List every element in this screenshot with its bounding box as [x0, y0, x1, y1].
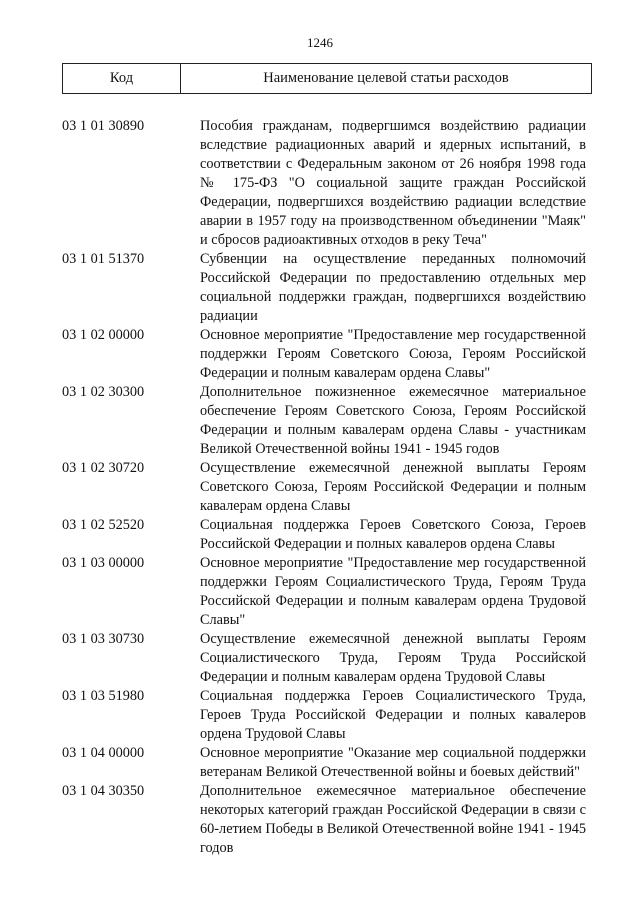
table-row	[62, 687, 592, 744]
header-code-column: Код	[63, 64, 181, 93]
row-code: 03 1 02 52520	[62, 517, 145, 533]
row-code: 03 1 03 51980	[62, 688, 145, 704]
row-description: Дополнительное пожизненное ежемесячное материальное обеспечение Героям Советского Союза, Героям Российской Федерации и полным кавалерам ордена Славы - участникам Великой Отечественной войны 1941 - 1945 годов	[200, 384, 586, 457]
row-code: 03 1 04 30350	[62, 783, 145, 799]
row-code: 03 1 02 30720	[62, 460, 145, 476]
table-row	[62, 554, 592, 630]
table-row	[62, 744, 592, 782]
row-code: 03 1 03 00000	[62, 555, 145, 571]
row-code: 03 1 02 00000	[62, 327, 145, 343]
row-description: Социальная поддержка Героев Советского Союза, Героев Российской Федерации и полных кавалеров ордена Славы	[200, 517, 586, 552]
page-number: 1246	[307, 35, 333, 50]
row-description: Осуществление ежемесячной денежной выплаты Героям Советского Союза, Героям Российской Федерации и полным кавалерам ордена Славы	[200, 460, 586, 514]
table-row	[62, 326, 592, 383]
table-row	[62, 516, 592, 554]
row-description: Осуществление ежемесячной денежной выплаты Героям Социалистического Труда, Героям Труда Российской Федерации и полным кавалерам ордена Трудовой Славы	[200, 631, 586, 685]
header-name-column: Наименование целевой статьи расходов	[263, 70, 509, 86]
row-code: 03 1 01 30890	[62, 118, 145, 134]
row-code: 03 1 03 30730	[62, 631, 145, 647]
row-description: Основное мероприятие "Предоставление мер государственной поддержки Героям Социалистического Труда, Героям Труда Российской Федерации и полным кавалерам ордена Трудовой Славы"	[200, 555, 586, 628]
row-code: 03 1 04 00000	[62, 745, 145, 761]
row-description: Основное мероприятие "Оказание мер социальной поддержки ветеранам Великой Отечественной войны и боевых действий"	[200, 745, 586, 780]
table-row	[62, 383, 592, 459]
row-code: 03 1 02 30300	[62, 384, 145, 400]
row-description: Дополнительное ежемесячное материальное обеспечение некоторых категорий граждан Российской Федерации в связи с 60-летием Победы в Великой Отечественной войне 1941 - 1945 годов	[200, 783, 587, 856]
row-code: 03 1 01 51370	[62, 251, 145, 267]
table-row	[62, 250, 592, 326]
table-row	[62, 459, 592, 516]
table-row	[62, 630, 592, 687]
table-row	[62, 117, 592, 250]
row-description: Социальная поддержка Героев Социалистического Труда, Героев Труда Российской Федерации и полных кавалеров ордена Трудовой Славы	[200, 688, 586, 742]
row-description: Пособия гражданам, подвергшимся воздействию радиации вследствие радиационных аварий и ядерных испытаний, в соответствии с Федеральным законом от 26 ноября 1998 года № 175-ФЗ "О социальной защите граждан Российской Федерации, подвергшихся воздействию радиации вследствие аварии в 1957 году на производственном объединении "Маяк" и сбросов радиоактивных отходов в реку Теча"	[200, 118, 586, 248]
row-description: Субвенции на осуществление переданных полномочий Российской Федерации по предоставлению отдельных мер социальной поддержки граждан, подвергшихся воздействию радиации	[200, 251, 586, 324]
table-row	[62, 782, 592, 858]
table-header	[62, 63, 592, 94]
table-body	[62, 117, 592, 858]
row-description: Основное мероприятие "Предоставление мер государственной поддержки Героям Советского Союза, Героям Российской Федерации и полным кавалерам ордена Славы"	[200, 327, 586, 381]
